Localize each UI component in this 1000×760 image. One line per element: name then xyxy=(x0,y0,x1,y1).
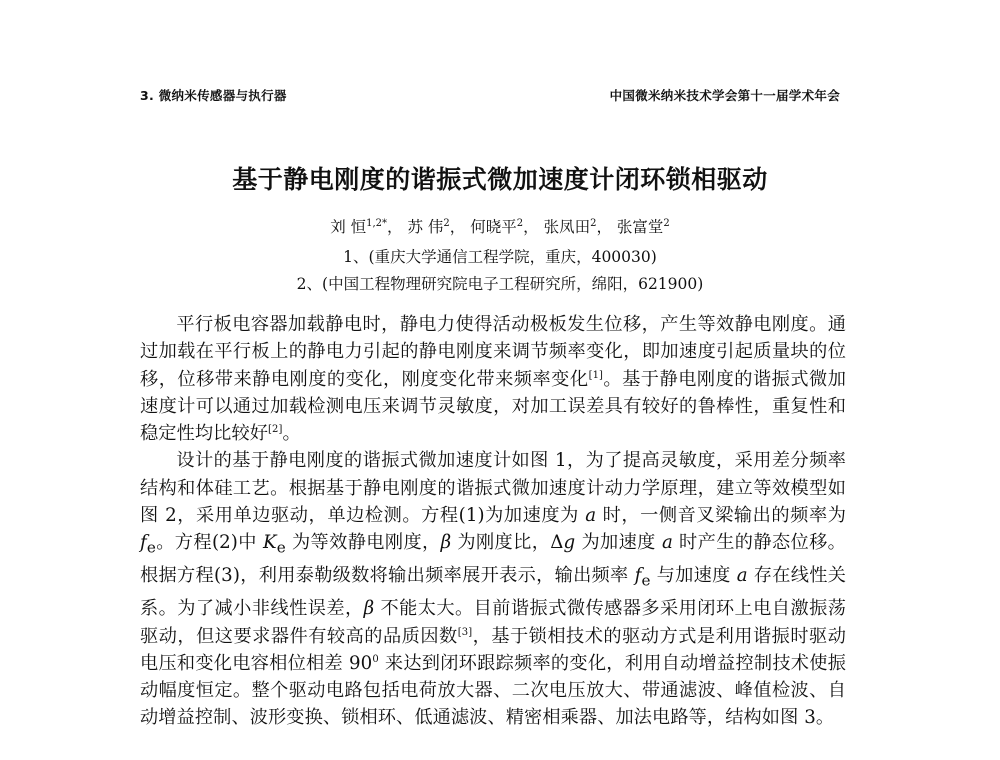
math-var: a xyxy=(736,565,748,587)
math-var: g xyxy=(563,532,576,554)
author-name: 苏 伟 xyxy=(407,218,444,236)
paper-title: 基于静电刚度的谐振式微加速度计闭环锁相驱动 xyxy=(232,165,768,194)
math-subscript: e xyxy=(146,539,156,558)
conference-name: 中国微米纳米技术学会第十一届学术年会 xyxy=(609,88,840,103)
author-name: 刘 恒 xyxy=(330,218,367,236)
author-affiliation-mark: 2 xyxy=(590,217,597,229)
affiliation-1: 1、(重庆大学通信工程学院，重庆，400030) xyxy=(343,248,657,266)
math-var: β xyxy=(363,598,375,620)
degree-mark: 0 xyxy=(372,653,379,665)
author-affiliation-mark: 2 xyxy=(443,217,450,229)
math-subscript: e xyxy=(276,539,286,558)
author-affiliation-mark: 1,2* xyxy=(366,217,388,229)
math-var: f xyxy=(634,565,642,587)
math-var: a xyxy=(661,532,673,554)
paragraph-1: 平行板电容器加载静电时，静电力使得活动极板发生位移，产生等效静电刚度。通过加载在平行板上的静电力引起的静电刚度来调节频率变化，即加速度引起质量块的位移，位移带来静电刚度的变化，刚度变化带来频率变化[1]。基于静电刚度的谐振式微加速度计可以通过加载检测电压来调节灵敏度，对加工误差具有较好的鲁棒性，重复性和稳定性均比较好[2]。 xyxy=(140,314,846,445)
running-header xyxy=(140,86,840,104)
author-list: 刘 恒$^{1,2*}$， 苏 伟$^2$， 何晓平$^2$， 张凤田$^2$， 张富堂$^2$ xyxy=(330,217,670,236)
citation: [2] xyxy=(268,424,283,436)
citation: [3] xyxy=(457,626,473,638)
author-name: 张凤田 xyxy=(543,218,591,236)
body-text xyxy=(140,311,846,732)
math-var: a xyxy=(585,505,597,527)
section-label: 3. 微纳米传感器与执行器 xyxy=(140,88,287,103)
math-subscript: e xyxy=(641,571,651,590)
affiliation-2: 2、(中国工程物理研究院电子工程研究所，绵阳，621900) xyxy=(296,275,704,293)
paragraph-2: 设计的基于静电刚度的谐振式微加速度计如图 1，为了提高灵敏度，采用差分频率结构和体硅工艺。根据基于静电刚度的谐振式微加速度计动力学原理，建立等效模型如图 2，采用单边驱动，单边检测。方程(1)为加速度为 a 时，一侧音叉梁输出的频率为 $f_e$。方程(2)中 $K_e$ 为等效静电刚度，β 为刚度比，Δg 为加速度 a 时产生的静态位移。根据方程(3)，利用泰勒级数将输出频率展开表示，输出频率 $f_e$ 与加速度 a 存在线性关系。为了减小非线性误差，β 不能太大。目前谐振式微传感器多采用闭环上电自激振荡驱动，但这要求器件有较高的品质因数[3]，基于锁相技术的驱动方式是利用谐振时驱动电压和变化电容相位相差 $90^0$ 来达到闭环跟踪频率的变化，利用自动增益控制技术使振动幅度恒定。整个驱动电路包括电荷放大器、二次电压放大、带通滤波、峰值检波、自动增益控制、波形变换、锁相环、低通滤波、精密相乘器、加法电路等，结构如图 3。 xyxy=(140,450,846,729)
citation: [1] xyxy=(588,369,604,381)
author-affiliation-mark: 2 xyxy=(516,217,524,229)
author-name: 张富堂 xyxy=(616,218,664,236)
math-var: β xyxy=(440,532,452,554)
author-affiliation-mark: 2 xyxy=(663,217,670,229)
author-name: 何晓平 xyxy=(470,218,517,236)
math-var: K xyxy=(263,532,277,554)
math-var: f xyxy=(140,532,147,554)
